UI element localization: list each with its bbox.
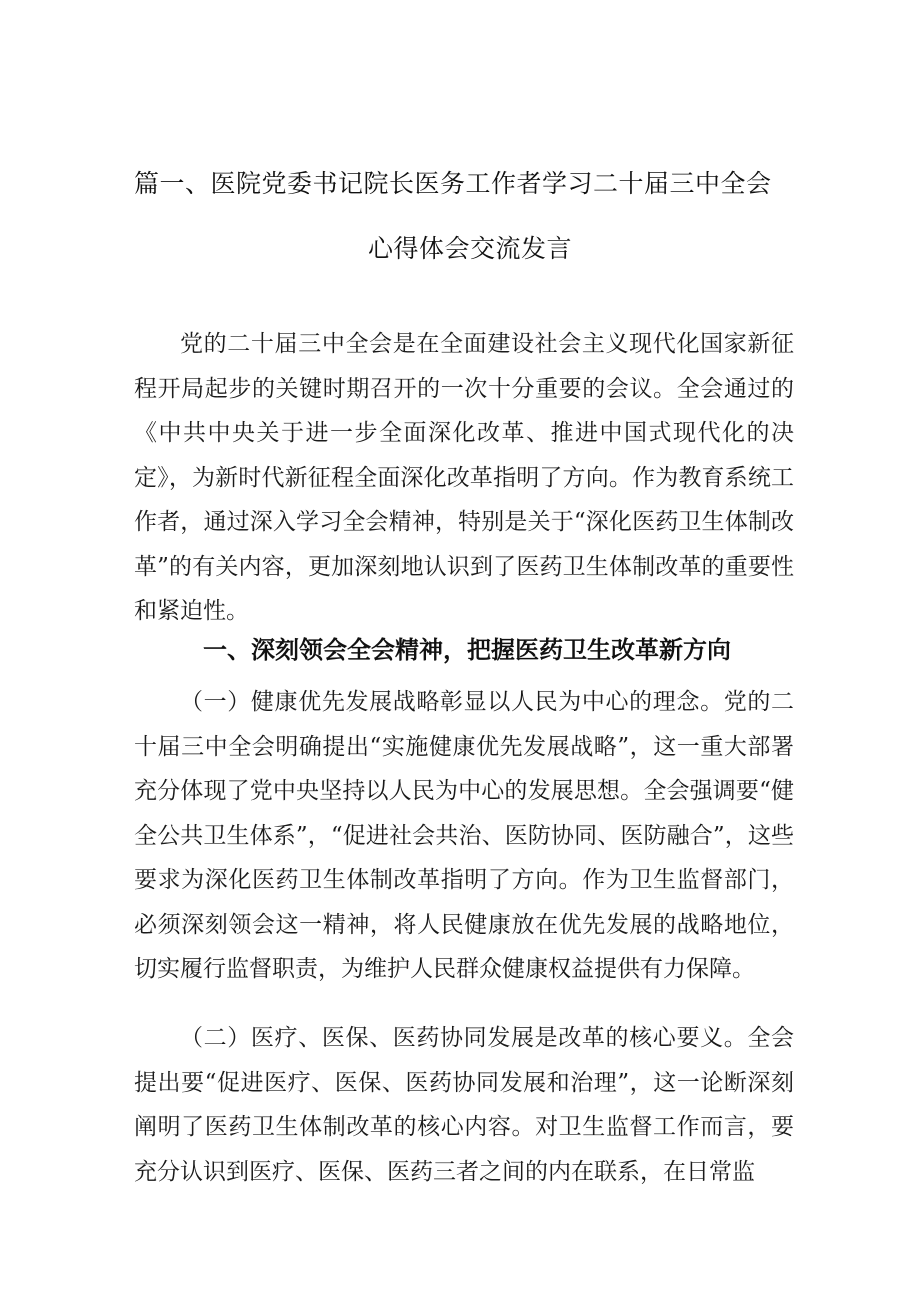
intro-paragraph: 党的二十届三中全会是在全面建设社会主义现代化国家新征程开局起步的关键时期召开的一次十分重要的会议。全会通过的《中共中央关于进一步全面深化改革、推进中国式现代化的决定》，为新时代新征程全面深化改革指明了方向。作为教育系统工作者，通过深入学习全会精神，特别是关于“深化医药卫生体制改革”的有关内容，更加深刻地认识到了医药卫生体制改革的重要性和紧迫性。 [134, 331, 794, 624]
document-title-line-2: 心得体会交流发言 [368, 234, 573, 263]
subsection-paragraph-2: （二）医疗、医保、医药协同发展是改革的核心要义。全会提出要“促进医疗、医保、医药协同发展和治理”，这一论断深刻阐明了医药卫生体制改革的核心内容。对卫生监督工作而言，要充分认识到医疗、医保、医药三者之间的内在联系，在日常监 [134, 1025, 794, 1185]
subsection-paragraph-1: （一）健康优先发展战略彰显以人民为中心的理念。党的二十届三中全会明确提出“实施健康优先发展战略”，这一重大部署充分体现了党中央坚持以人民为中心的发展思想。全会强调要“健全公共卫生体系”，“促进社会共治、医防协同、医防融合”，这些要求为深化医药卫生体制改革指明了方向。作为卫生监督部门，必须深刻领会这一精神，将人民健康放在优先发展的战略地位，切实履行监督职责，为维护人民群众健康权益提供有力保障。 [134, 689, 794, 982]
document-title-line-1: 篇一、医院党委书记院长医务工作者学习二十届三中全会 [134, 169, 772, 198]
section-heading-1: 一、深刻领会全会精神，把握医药卫生改革新方向 [203, 636, 731, 664]
